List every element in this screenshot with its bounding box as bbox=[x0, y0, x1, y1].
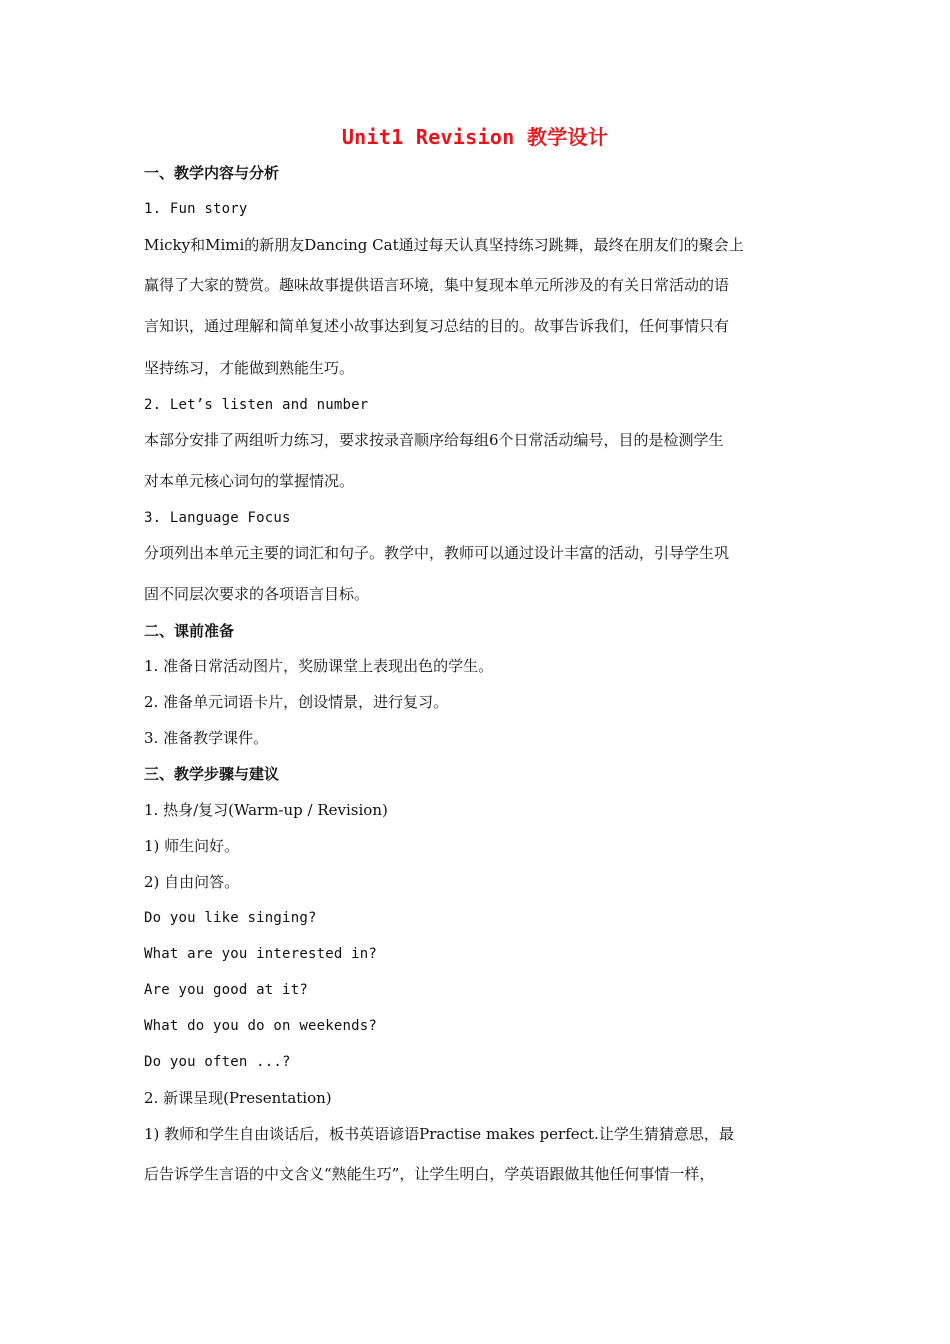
list-item: 1) 师生问好。 bbox=[144, 837, 240, 855]
paragraph-line: Micky和Mimi的新朋友Dancing Cat通过每天认真坚持练习跳舞，最终在朋友们的聚会上 bbox=[144, 236, 744, 254]
paragraph-line: 固不同层次要求的各项语言目标。 bbox=[144, 585, 370, 603]
question-line: Do you often ...? bbox=[144, 1054, 291, 1070]
section-heading-teaching-steps: 三、教学步骤与建议 bbox=[144, 765, 280, 783]
question-line: Are you good at it? bbox=[144, 982, 308, 998]
document-title: Unit1 Revision 教学设计 bbox=[341, 125, 609, 149]
subsection-listen-and-number: 2. Let’s listen and number bbox=[144, 397, 369, 413]
paragraph-line: 后告诉学生言语的中文含义“熟能生巧”，让学生明白，学英语跟做其他任何事情一样， bbox=[144, 1165, 715, 1183]
list-item: 2) 自由问答。 bbox=[144, 873, 240, 891]
paragraph-line: 对本单元核心词句的掌握情况。 bbox=[144, 472, 355, 490]
question-line: What are you interested in? bbox=[144, 946, 377, 962]
section-heading-content-analysis: 一、教学内容与分析 bbox=[144, 164, 280, 182]
list-item: 2. 准备单元词语卡片，创设情景，进行复习。 bbox=[144, 693, 449, 711]
paragraph-line: 本部分安排了两组听力练习，要求按录音顺序给每组6个日常活动编号，目的是检测学生 bbox=[144, 431, 724, 449]
subsection-language-focus: 3. Language Focus bbox=[144, 510, 291, 526]
subsection-fun-story: 1. Fun story bbox=[144, 201, 248, 217]
paragraph-line: 赢得了大家的赞赏。趣味故事提供语言环境，集中复现本单元所涉及的有关日常活动的语 bbox=[144, 276, 730, 294]
subsection-presentation: 2. 新课呈现(Presentation) bbox=[144, 1089, 332, 1107]
paragraph-line: 言知识，通过理解和简单复述小故事达到复习总结的目的。故事告诉我们，任何事情只有 bbox=[144, 317, 730, 335]
list-item: 3. 准备教学课件。 bbox=[144, 729, 269, 747]
paragraph-line: 分项列出本单元主要的词汇和句子。教学中，教师可以通过设计丰富的活动，引导学生巩 bbox=[144, 544, 730, 562]
paragraph-line: 坚持练习，才能做到熟能生巧。 bbox=[144, 359, 355, 377]
paragraph-line: 1) 教师和学生自由谈话后，板书英语谚语Practise makes perfect.让学生猜猜意思，最 bbox=[144, 1125, 734, 1143]
subsection-warm-up: 1. 热身/复习(Warm-up / Revision) bbox=[144, 801, 388, 819]
section-heading-preparation: 二、课前准备 bbox=[144, 622, 235, 640]
list-item: 1. 准备日常活动图片，奖励课堂上表现出色的学生。 bbox=[144, 657, 494, 675]
question-line: Do you like singing? bbox=[144, 910, 317, 926]
question-line: What do you do on weekends? bbox=[144, 1018, 377, 1034]
